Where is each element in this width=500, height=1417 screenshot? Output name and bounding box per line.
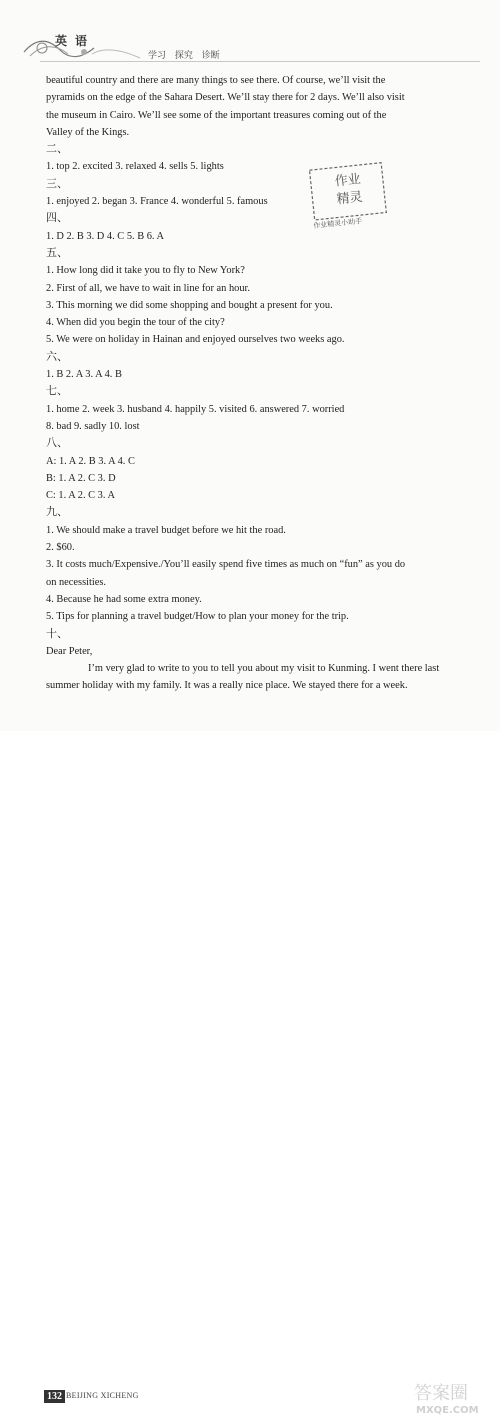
answer-line: 5. We were on holiday in Hainan and enjoyed ourselves two weeks ago.: [46, 334, 345, 346]
answer-line: 2. $60.: [46, 542, 75, 554]
answer-line: 5. Tips for planning a travel budget/How to plan your money for the trip.: [46, 611, 349, 623]
answer-line: on necessities.: [46, 576, 107, 588]
page-header: [0, 0, 500, 66]
section-heading: 五、: [46, 246, 68, 259]
answer-content: [46, 72, 466, 695]
section-heading: 十、: [46, 627, 68, 640]
answer-line: I’m very glad to write to you to tell you about my visit to Kunming. I went there last: [88, 663, 440, 675]
svg-text:作业: 作业: [334, 171, 362, 190]
answer-line: 1. D 2. B 3. D 4. C 5. B 6. A: [46, 230, 165, 242]
answer-line: C: 1. A 2. C 3. A: [46, 490, 115, 502]
stamp-logo-icon: [306, 162, 396, 232]
watermark-logo-icon: [410, 1377, 494, 1417]
svg-text:答案圈: 答案圈: [414, 1383, 468, 1404]
answer-line: 1. enjoyed 2. began 3. France 4. wonderful 5. famous: [46, 196, 268, 208]
answer-line: A: 1. A 2. B 3. A 4. C: [46, 455, 135, 467]
section-heading: 八、: [46, 437, 68, 450]
answer-line: 3. This morning we did some shopping and bought a present for you.: [46, 299, 333, 311]
footer-book-name: BEIJING XICHENG: [66, 1391, 139, 1400]
page-footer: [0, 689, 500, 1416]
answer-line: summer holiday with my family. It was a really nice place. We stayed there for a week.: [46, 680, 408, 692]
section-heading: 七、: [46, 385, 68, 398]
answer-line: 4. When did you begin the tour of the city?: [46, 317, 225, 329]
svg-text:MXQE.COM: MXQE.COM: [416, 1405, 479, 1416]
answer-line: 3. It costs much/Expensive./You’ll easily spend five times as much on “fun” as you do: [46, 559, 406, 571]
answer-line: pyramids on the edge of the Sahara Desert. We’ll stay there for 2 days. We’ll also visit: [46, 92, 405, 104]
answer-line: 2. First of all, we have to wait in line for an hour.: [46, 282, 251, 294]
answer-line: 1. We should make a travel budget before we hit the road.: [46, 524, 286, 536]
answer-line: Valley of the Kings.: [46, 126, 130, 138]
answer-line: the museum in Cairo. We’ll see some of the important treasures coming out of the: [46, 109, 387, 121]
subject-title: 英语: [55, 34, 96, 48]
answer-line: beautiful country and there are many things to see there. Of course, we’ll visit the: [46, 75, 386, 86]
header-divider: [40, 61, 480, 62]
answer-line: 4. Because he had some extra money.: [46, 593, 202, 605]
section-heading: 三、: [46, 177, 68, 190]
section-heading: 四、: [46, 212, 68, 225]
svg-text:精灵: 精灵: [335, 189, 364, 208]
answer-line: 1. How long did it take you to fly to New York?: [46, 265, 245, 277]
answer-line: B: 1. A 2. C 3. D: [46, 472, 116, 484]
header-tagline: 学习 探究 诊断: [148, 51, 220, 61]
answer-line: 1. home 2. week 3. husband 4. happily 5. visited 6. answered 7. worried: [46, 403, 345, 415]
section-heading: 九、: [46, 506, 68, 519]
answer-line: 8. bad 9. sadly 10. lost: [46, 420, 140, 432]
answer-line: Dear Peter,: [46, 645, 93, 657]
answer-line: 1. B 2. A 3. A 4. B: [46, 369, 122, 381]
page-number: 132: [44, 1390, 65, 1403]
svg-text:作业精灵小助手: 作业精灵小助手: [312, 217, 363, 231]
section-heading: 六、: [46, 350, 68, 363]
section-heading: 二、: [46, 143, 68, 156]
answer-line: 1. top 2. excited 3. relaxed 4. sells 5. lights: [46, 161, 224, 173]
